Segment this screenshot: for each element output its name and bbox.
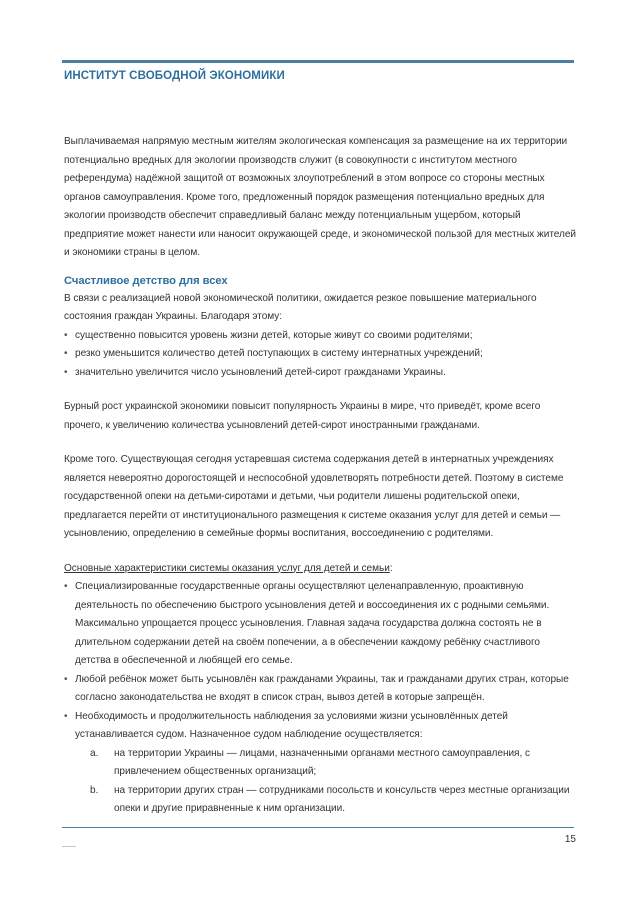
list-item: • существенно повысится уровень жизни детей, которые живут со своими родителями; — [64, 327, 576, 346]
list-item: • Необходимость и продолжительность наблюдения за условиями жизни усыновлённых детей устанавливается судом. Назначенное судом наблюдение осуществляется: — [64, 708, 576, 745]
header-rule — [62, 60, 574, 63]
supervision-list — [64, 745, 576, 819]
characteristics-list — [64, 578, 576, 745]
paragraph-reform: Кроме того. Существующая сегодня устаревшая система содержания детей в интернатных учреждениях является невероятно дорогостоящей и неспособной удовлетворять потребности детей. Поэтому в системе государственной опеки на детьми-сиротами и детьми, чьи родители лишены родительской опеки, предлагается перейти от институционального размещения к системе оказания услуг для детей и семьи — усыновлению, определению в семейные формы воспитания, воссоединению с родителями. — [64, 454, 564, 539]
characteristics-heading-text: Основные характеристики системы оказания услуг для детей и семьи — [64, 562, 390, 574]
list-item: • резко уменьшится количество детей поступающих в систему интернатных учреждений; — [64, 345, 576, 364]
characteristics-heading-colon: : — [389, 562, 393, 574]
section-lead: В связи с реализацией новой экономической политики, ожидается резкое повышение материального состояния граждан Украины. Благодаря этому: — [64, 292, 537, 322]
characteristics-heading — [64, 560, 576, 579]
list-item: • значительно увеличится число усыновлений детей-сирот гражданами Украины. — [64, 364, 576, 383]
list-marker: b. — [90, 784, 99, 796]
footer-rule — [62, 827, 574, 828]
list-item-text: на территории других стран — сотрудниками посольств и консульств через местные организации опеки и другие приравненные к ним организации. — [114, 784, 570, 814]
list-item: • Специализированные государственные органы осуществляют целенаправленную, проактивную деятельность по обеспечению быстрого усыновления детей и воссоединения их с родными семьями. Максимально упрощается процесс усыновления. Главная задача государства должна состоять не в длительном содержании детей на своём попечении, а в обеспечении каждому ребёнку счастливого детства в обеспеченной и любящей его семье. — [64, 578, 576, 671]
paragraph-economy: Бурный рост украинской экономики повысит популярность Украины в мире, что приведёт, кроме всего прочего, к увеличению количества усыновлений детей-сирот иностранными гражданами. — [64, 401, 541, 431]
list-item — [90, 782, 576, 819]
list-item-text: на территории Украины — лицами, назначенными органами местного самоуправления, с привлечением общественных организаций; — [114, 747, 530, 777]
list-item — [90, 745, 576, 782]
list-item: • Любой ребёнок может быть усыновлён как гражданами Украины, так и гражданами других стран, которые согласно законодательства не входят в список стран, вывоз детей в которые запрещён. — [64, 671, 576, 708]
footer-mark — [62, 846, 76, 847]
intro-paragraph: Выплачиваемая напрямую местным жителям экологическая компенсация за размещение на их территории потенциально вредных для экологии производств служит (в совокупности с институтом местного референдума) надёжной защитой от возможных злоупотреблений в этом вопросе со стороны местных органов самоуправления. Кроме того, предложенный порядок размещения потенциально вредных для экологии производств обеспечит справедливый баланс между потенциальным ущербом, который предприятие может нанести или наносит окружающей среде, и экономической пользой для местных жителей и экономики страны в целом. — [64, 136, 577, 258]
outcomes-list — [64, 327, 576, 383]
page-number: 15 — [564, 834, 576, 845]
list-marker: a. — [90, 747, 99, 759]
org-name: ИНСТИТУТ СВОБОДНОЙ ЭКОНОМИКИ — [64, 70, 285, 82]
page-content — [64, 133, 576, 819]
section-title: Счастливое детство для всех — [64, 274, 228, 287]
